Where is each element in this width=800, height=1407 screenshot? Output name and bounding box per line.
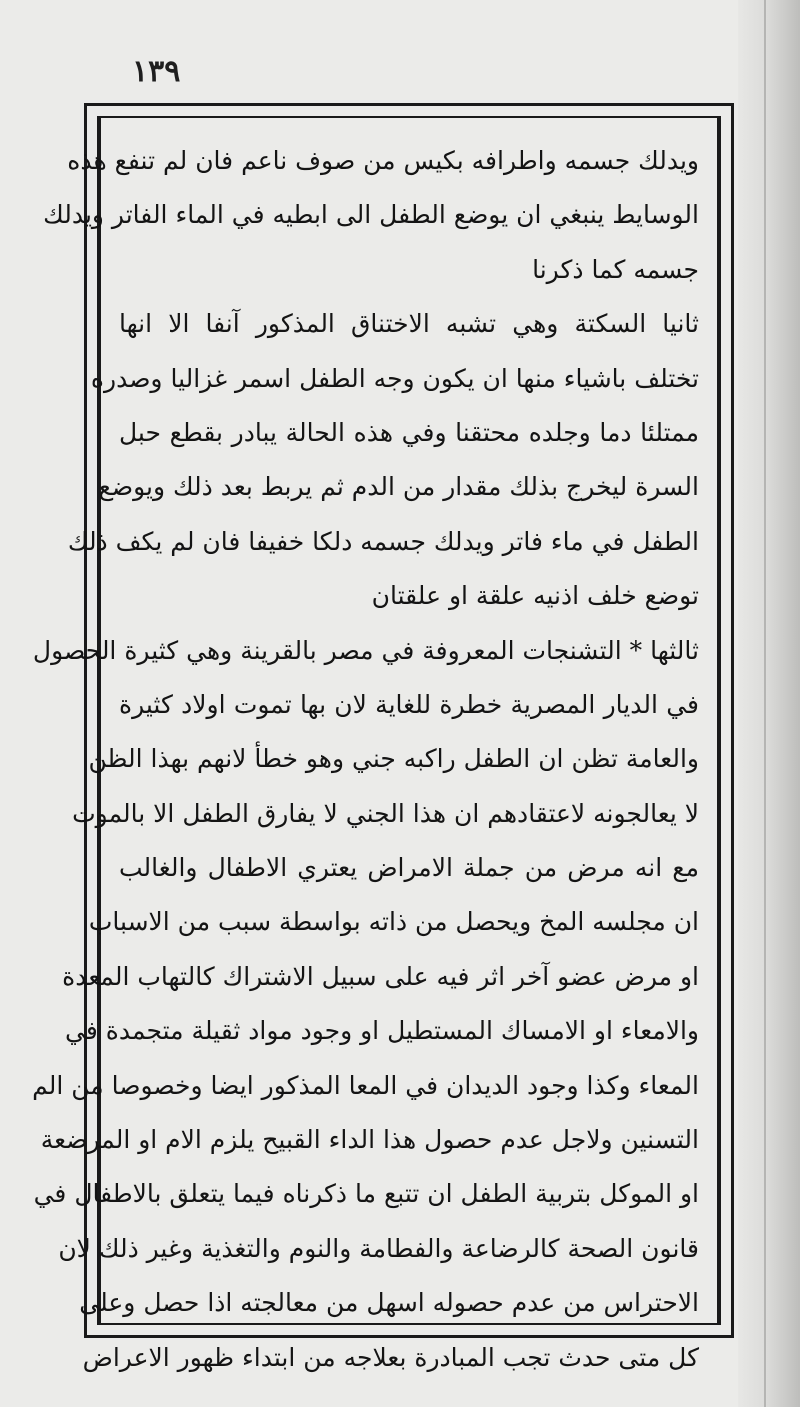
- text-line: قانون الصحة كالرضاعة والفطامة والنوم والتغذية وغير ذلك لان: [58, 1233, 699, 1263]
- text-line: المعاء وكذا وجود الديدان في المعا المذكور ايضا وخصوصا من الم: [32, 1070, 699, 1100]
- text-line: السرة ليخرج بذلك مقدار من الدم ثم يربط بعد ذلك ويوضع: [98, 472, 699, 502]
- text-line: مع انه مرض من جملة الامراض يعتري الاطفال والغالب: [119, 853, 699, 883]
- text-line: او الموكل بتربية الطفل ان تتبع ما ذكرناه فيما يتعلق بالاطفال في: [33, 1179, 699, 1209]
- text-line: الوسايط ينبغي ان يوضع الطفل الى ابطيه في الماء الفاتر ويدلك: [43, 200, 699, 230]
- text-line: الاحتراس من عدم حصوله اسهل من معالجته اذا حصل وعلى: [79, 1288, 699, 1318]
- text-line: كل متى حدث تجب المبادرة بعلاجه من ابتداء ظهور الاعراض: [82, 1342, 699, 1372]
- text-line: التسنين ولاجل عدم حصول هذا الداء القبيح يلزم الام او المرضعة: [40, 1125, 699, 1155]
- text-line: والعامة تظن ان الطفل راكبه جني وهو خطأ لانهم بهذا الظن: [88, 744, 699, 774]
- text-line: والامعاء او الامساك المستطيل او وجود مواد ثقيلة متجمدة في: [65, 1016, 699, 1046]
- text-line: في الديار المصرية خطرة للغاية لان بها تموت اولاد كثيرة: [119, 689, 699, 719]
- page-gutter-shadow: [738, 0, 800, 1407]
- text-line: الطفل في ماء فاتر ويدلك جسمه دلكا خفيفا فان لم يكف ذلك: [67, 526, 699, 556]
- body-text: [32, 134, 703, 1385]
- text-line: ان مجلسه المخ ويحصل من ذاته بواسطة سبب من الاسباب: [88, 907, 699, 937]
- text-line: توضع خلف اذنيه علقة او علقتان: [371, 581, 699, 611]
- text-frame-inner: [32, 116, 721, 1372]
- text-line: او مرض عضو آخر اثر فيه على سبيل الاشتراك كالتهاب المعدة: [62, 961, 699, 991]
- text-line: لا يعالجونه لاعتقادهم ان هذا الجني لا يفارق الطفل الا بالموت: [72, 798, 699, 828]
- text-line: ممتلئا دما وجلده محتقنا وفي هذه الحالة يبادر بقطع حبل: [119, 417, 699, 447]
- text-line: جسمه كما ذكرنا: [532, 254, 699, 284]
- text-line: ثالثها * التشنجات المعروفة في مصر بالقرينة وهي كثيرة الحصول: [32, 635, 699, 665]
- text-frame: [32, 103, 734, 1372]
- text-line: ثانيا السكتة وهي تشبه الاختناق المذكور آنفا الا انها: [119, 309, 699, 339]
- page-number: ١٣٩: [132, 54, 181, 89]
- text-line: ويدلك جسمه واطرافه بكيس من صوف ناعم فان لم تنفع هذه: [67, 146, 699, 175]
- text-line: تختلف باشياء منها ان يكون وجه الطفل اسمر غزاليا وصدره: [90, 363, 699, 393]
- binding-edge: [764, 0, 766, 1407]
